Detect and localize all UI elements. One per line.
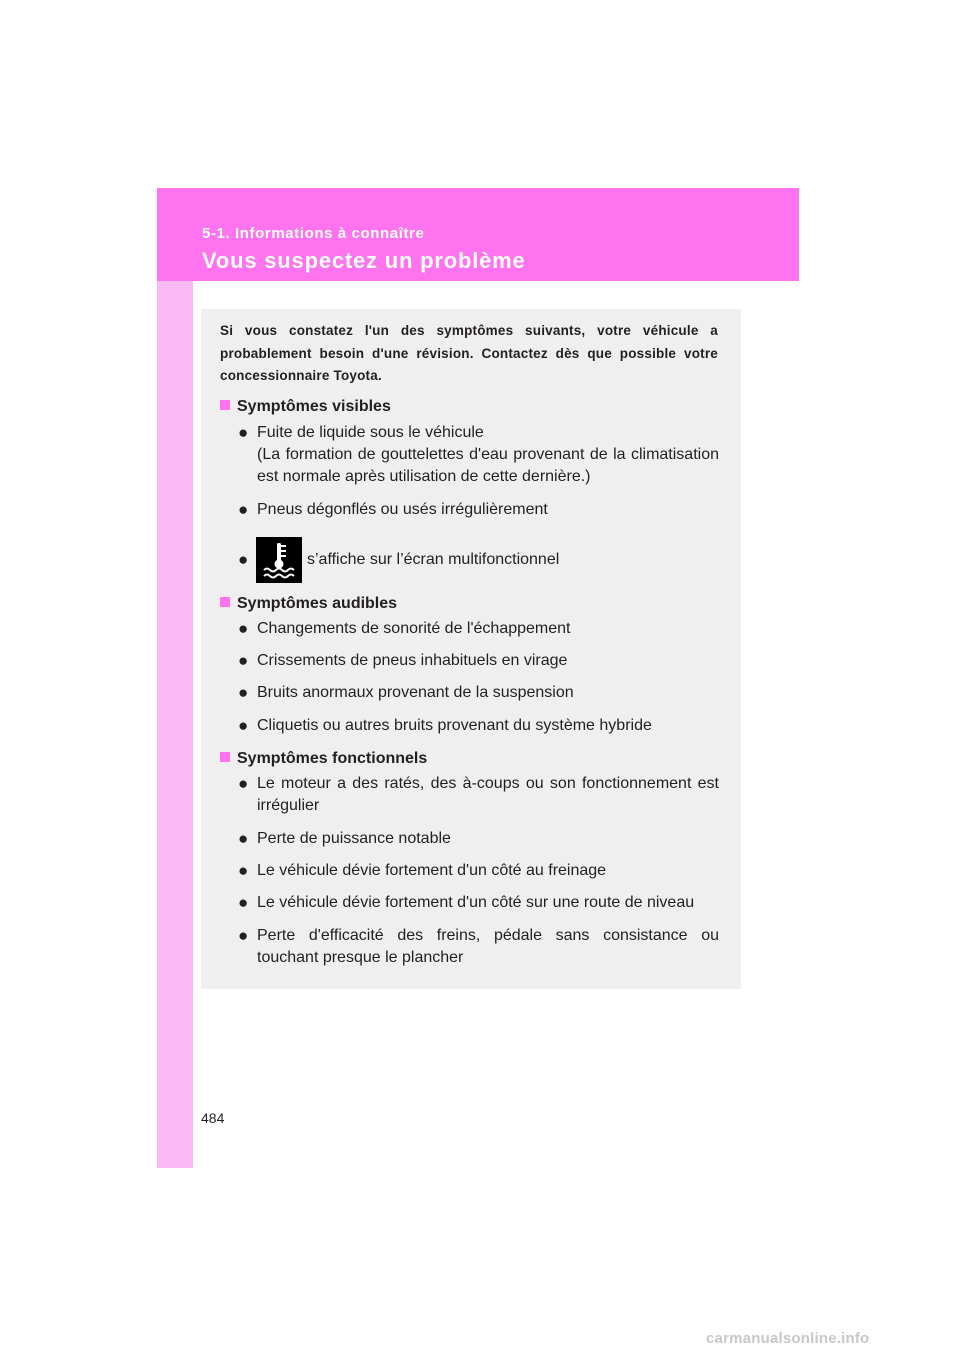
list-item-note: [238, 444, 719, 488]
list-item-text: (La formation de gouttelettes d'eau provenant de la climatisation est normale après utilisation de cette dernière.): [257, 446, 719, 485]
page-title: Vous suspectez un problème: [202, 248, 526, 273]
list-item-text: Pneus dégonflés ou usés irrégulièrement: [257, 501, 548, 518]
content-box: [201, 309, 741, 989]
icon-caption: s’affiche sur l’écran multifonctionnel: [307, 551, 560, 568]
square-bullet-icon: [220, 400, 230, 410]
bullet-icon: ●: [238, 893, 249, 912]
heading-visible-symptoms: [220, 397, 391, 417]
list-item: [238, 925, 719, 969]
heading-label: Symptômes fonctionnels: [237, 750, 428, 767]
list-item: [238, 892, 719, 914]
bullet-icon: ●: [238, 716, 249, 735]
coolant-temperature-warning-icon: [256, 537, 302, 583]
list-item: [238, 499, 719, 521]
list-item: [238, 618, 719, 640]
list-item-text: Cliquetis ou autres bruits provenant du système hybride: [257, 717, 652, 734]
section-label: 5-1. Informations à connaître: [202, 225, 425, 242]
bullet-icon: ●: [238, 423, 249, 442]
bullet-icon: ●: [238, 829, 249, 848]
heading-functional-symptoms: [220, 749, 427, 769]
list-item: [238, 715, 719, 737]
bullet-icon: ●: [238, 619, 249, 638]
list-item-text: Perte de puissance notable: [257, 830, 451, 847]
list-item: [238, 650, 719, 672]
list-item: [238, 773, 719, 817]
square-bullet-icon: [220, 752, 230, 762]
bullet-icon: ●: [238, 926, 249, 945]
list-item-text: Perte d'efficacité des freins, pédale sans consistance ou touchant presque le plancher: [257, 927, 719, 966]
square-bullet-icon: [220, 597, 230, 607]
intro-paragraph: Si vous constatez l'un des symptômes suivants, votre véhicule a probablement besoin d'une révision. Contactez dès que possible votre concessionnaire Toyota.: [220, 323, 718, 383]
list-item-text: Changements de sonorité de l'échappement: [257, 620, 571, 637]
page-side-band: [157, 188, 193, 1168]
list-item-text: Bruits anormaux provenant de la suspension: [257, 684, 574, 701]
list-item-text: Le véhicule dévie fortement d'un côté sur une route de niveau: [257, 894, 695, 911]
list-item: [238, 682, 719, 704]
bullet-icon: ●: [238, 651, 249, 670]
list-item-text: Crissements de pneus inhabituels en virage: [257, 652, 568, 669]
bullet-icon: ●: [238, 550, 249, 569]
heading-label: Symptômes audibles: [237, 595, 398, 612]
page-number: 484: [201, 1110, 225, 1126]
bullet-icon: ●: [238, 683, 249, 702]
list-item: [238, 860, 719, 882]
bullet-icon: ●: [238, 774, 249, 793]
heading-audible-symptoms: [220, 594, 397, 614]
list-item-text: Fuite de liquide sous le véhicule: [257, 424, 484, 441]
bullet-icon: ●: [238, 500, 249, 519]
list-item-text: Le véhicule dévie fortement d'un côté au freinage: [257, 862, 607, 879]
list-item: [238, 828, 719, 850]
page-header: [157, 188, 799, 281]
list-item: [238, 422, 719, 444]
heading-label: Symptômes visibles: [237, 398, 391, 415]
list-item-text: Le moteur a des ratés, des à-coups ou son fonctionnement est irrégulier: [257, 775, 719, 814]
bullet-icon: ●: [238, 861, 249, 880]
watermark: carmanualsonline.info: [706, 1330, 870, 1347]
